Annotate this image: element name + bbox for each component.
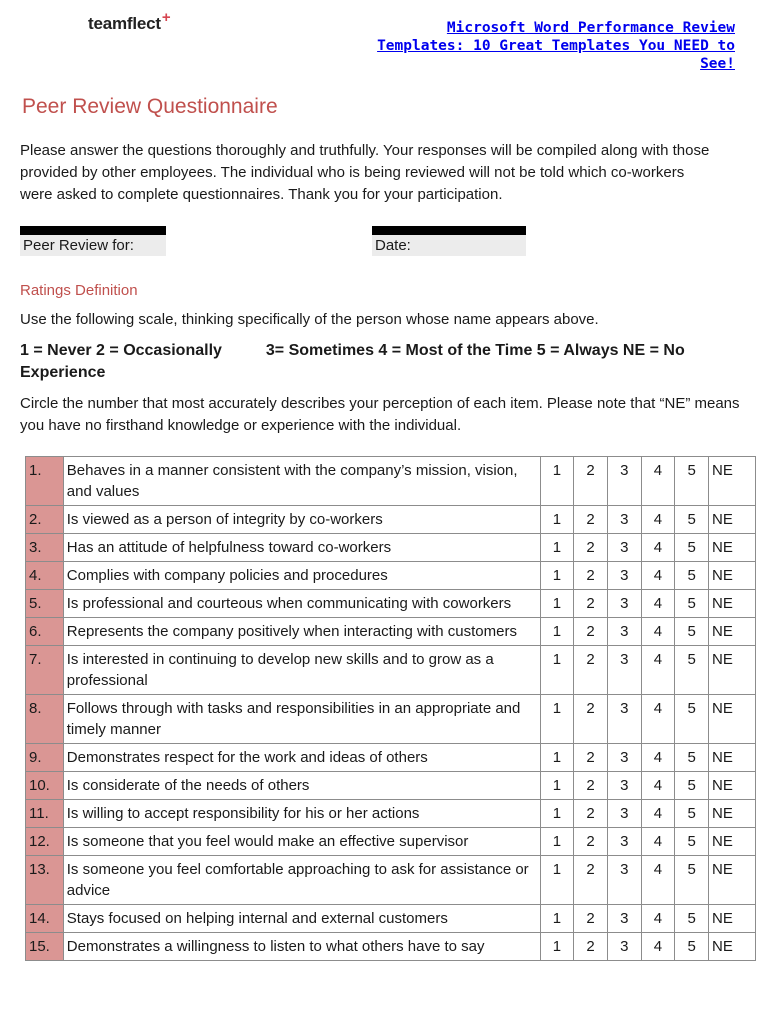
questionnaire-table [25,456,756,961]
question-number: 14. [26,905,64,933]
rating-scale-part2: 3= Sometimes 4 = Most of the Time 5 = Always NE = No Experience [20,342,685,381]
rating-option-1[interactable]: 1 [540,933,574,961]
question-row [26,562,756,590]
rating-option-ne[interactable]: NE [709,562,756,590]
rating-option-5[interactable]: 5 [675,506,709,534]
rating-option-4[interactable]: 4 [641,695,675,744]
rating-option-2[interactable]: 2 [574,905,608,933]
rating-option-5[interactable]: 5 [675,562,709,590]
rating-option-2[interactable]: 2 [574,933,608,961]
templates-article-link[interactable]: Microsoft Word Performance Review Templates: 10 Great Templates You NEED to See! [377,20,735,72]
rating-scale [20,340,700,384]
question-text: Complies with company policies and procedures [63,562,540,590]
date-field[interactable]: Date: [372,226,526,256]
question-text: Stays focused on helping internal and external customers [63,905,540,933]
scale-intro-text: Use the following scale, thinking specifically of the person whose name appears above. [20,311,599,328]
rating-option-3[interactable]: 3 [607,856,641,905]
teamflect-logo [88,9,171,34]
question-text: Is interested in continuing to develop new skills and to grow as a professional [63,646,540,695]
rating-option-5[interactable]: 5 [675,457,709,506]
rating-option-1[interactable]: 1 [540,856,574,905]
rating-option-3[interactable]: 3 [607,933,641,961]
rating-option-4[interactable]: 4 [641,506,675,534]
rating-option-1[interactable]: 1 [540,618,574,646]
rating-option-3[interactable]: 3 [607,590,641,618]
question-number: 12. [26,828,64,856]
question-row [26,646,756,695]
rating-option-2[interactable]: 2 [574,506,608,534]
rating-option-5[interactable]: 5 [675,618,709,646]
rating-option-2[interactable]: 2 [574,856,608,905]
rating-option-ne[interactable]: NE [709,905,756,933]
rating-option-ne[interactable]: NE [709,618,756,646]
rating-option-4[interactable]: 4 [641,800,675,828]
rating-option-2[interactable]: 2 [574,562,608,590]
rating-option-3[interactable]: 3 [607,744,641,772]
rating-option-5[interactable]: 5 [675,828,709,856]
question-number: 3. [26,534,64,562]
question-text: Is someone you feel comfortable approaching to ask for assistance or advice [63,856,540,905]
rating-option-ne[interactable]: NE [709,744,756,772]
question-text: Is viewed as a person of integrity by co-workers [63,506,540,534]
rating-option-4[interactable]: 4 [641,590,675,618]
rating-option-3[interactable]: 3 [607,562,641,590]
rating-option-5[interactable]: 5 [675,905,709,933]
rating-option-ne[interactable]: NE [709,590,756,618]
question-row [26,905,756,933]
rating-option-4[interactable]: 4 [641,856,675,905]
intro-paragraph: Please answer the questions thoroughly and truthfully. Your responses will be compiled along with those provided by other employees. The individual who is being reviewed will not be told which co-workers were asked to complete questionnaires. Thank you for your participation. [20,142,710,203]
rating-option-ne[interactable]: NE [709,534,756,562]
question-row [26,506,756,534]
question-number: 11. [26,800,64,828]
rating-option-2[interactable]: 2 [574,800,608,828]
rating-option-1[interactable]: 1 [540,646,574,695]
rating-option-1[interactable]: 1 [540,905,574,933]
question-number: 9. [26,744,64,772]
rating-scale-part1: 1 = Never 2 = Occasionally [20,342,222,359]
rating-option-2[interactable]: 2 [574,457,608,506]
question-row [26,695,756,744]
rating-option-ne[interactable]: NE [709,772,756,800]
questionnaire-body [26,457,756,961]
rating-option-4[interactable]: 4 [641,828,675,856]
peer-review-for-field[interactable]: Peer Review for: [20,226,166,256]
rating-option-2[interactable]: 2 [574,534,608,562]
rating-option-1[interactable]: 1 [540,506,574,534]
rating-option-1[interactable]: 1 [540,772,574,800]
rating-option-2[interactable]: 2 [574,618,608,646]
rating-option-4[interactable]: 4 [641,905,675,933]
question-text: Is someone that you feel would make an effective supervisor [63,828,540,856]
question-text: Has an attitude of helpfulness toward co-workers [63,534,540,562]
rating-option-ne[interactable]: NE [709,695,756,744]
rating-option-ne[interactable]: NE [709,506,756,534]
question-row [26,772,756,800]
question-number: 7. [26,646,64,695]
rating-option-ne[interactable]: NE [709,828,756,856]
rating-option-2[interactable]: 2 [574,744,608,772]
rating-option-4[interactable]: 4 [641,933,675,961]
rating-option-1[interactable]: 1 [540,695,574,744]
question-row [26,800,756,828]
question-row [26,856,756,905]
rating-option-5[interactable]: 5 [675,646,709,695]
rating-option-4[interactable]: 4 [641,646,675,695]
rating-option-3[interactable]: 3 [607,457,641,506]
question-row [26,457,756,506]
rating-option-1[interactable]: 1 [540,800,574,828]
rating-option-4[interactable]: 4 [641,534,675,562]
question-number: 6. [26,618,64,646]
rating-option-ne[interactable]: NE [709,646,756,695]
question-row [26,590,756,618]
question-row [26,534,756,562]
rating-option-5[interactable]: 5 [675,933,709,961]
rating-option-3[interactable]: 3 [607,646,641,695]
rating-option-2[interactable]: 2 [574,772,608,800]
logo-text: teamflect [88,14,161,33]
rating-option-2[interactable]: 2 [574,646,608,695]
rating-option-1[interactable]: 1 [540,590,574,618]
question-text: Is considerate of the needs of others [63,772,540,800]
question-row [26,828,756,856]
question-text: Demonstrates respect for the work and ideas of others [63,744,540,772]
rating-option-5[interactable]: 5 [675,695,709,744]
rating-option-3[interactable]: 3 [607,772,641,800]
question-text: Is professional and courteous when communicating with coworkers [63,590,540,618]
question-text: Follows through with tasks and responsibilities in an appropriate and timely manner [63,695,540,744]
question-number: 5. [26,590,64,618]
rating-option-1[interactable]: 1 [540,828,574,856]
question-number: 13. [26,856,64,905]
question-row [26,618,756,646]
rating-option-5[interactable]: 5 [675,744,709,772]
rating-option-ne[interactable]: NE [709,800,756,828]
question-row [26,744,756,772]
rating-option-2[interactable]: 2 [574,828,608,856]
rating-option-1[interactable]: 1 [540,562,574,590]
question-text: Demonstrates a willingness to listen to what others have to say [63,933,540,961]
rating-option-2[interactable]: 2 [574,590,608,618]
logo-plus-icon: + [161,9,171,26]
rating-option-ne[interactable]: NE [709,933,756,961]
rating-option-1[interactable]: 1 [540,744,574,772]
rating-option-4[interactable]: 4 [641,562,675,590]
rating-option-3[interactable]: 3 [607,534,641,562]
rating-option-1[interactable]: 1 [540,534,574,562]
rating-option-5[interactable]: 5 [675,800,709,828]
circle-instructions: Circle the number that most accurately describes your perception of each item. Please note that “NE” means you have no firsthand knowledge or experience with the individual. [20,395,740,434]
rating-option-3[interactable]: 3 [607,618,641,646]
question-number: 15. [26,933,64,961]
question-text: Behaves in a manner consistent with the company’s mission, vision, and values [63,457,540,506]
rating-option-3[interactable]: 3 [607,506,641,534]
rating-option-4[interactable]: 4 [641,618,675,646]
rating-option-1[interactable]: 1 [540,457,574,506]
question-number: 2. [26,506,64,534]
page-title: Peer Review Questionnaire [22,95,278,118]
rating-option-4[interactable]: 4 [641,744,675,772]
question-row [26,933,756,961]
rating-option-ne[interactable]: NE [709,457,756,506]
rating-option-ne[interactable]: NE [709,856,756,905]
question-number: 8. [26,695,64,744]
rating-option-3[interactable]: 3 [607,905,641,933]
rating-option-4[interactable]: 4 [641,772,675,800]
rating-option-5[interactable]: 5 [675,856,709,905]
rating-option-3[interactable]: 3 [607,800,641,828]
rating-option-5[interactable]: 5 [675,590,709,618]
question-number: 4. [26,562,64,590]
question-text: Is willing to accept responsibility for his or her actions [63,800,540,828]
rating-option-4[interactable]: 4 [641,457,675,506]
ratings-definition-heading: Ratings Definition [20,282,138,299]
rating-option-3[interactable]: 3 [607,695,641,744]
question-text: Represents the company positively when interacting with customers [63,618,540,646]
rating-option-5[interactable]: 5 [675,772,709,800]
rating-option-5[interactable]: 5 [675,534,709,562]
question-number: 10. [26,772,64,800]
question-number: 1. [26,457,64,506]
rating-option-2[interactable]: 2 [574,695,608,744]
rating-option-3[interactable]: 3 [607,828,641,856]
